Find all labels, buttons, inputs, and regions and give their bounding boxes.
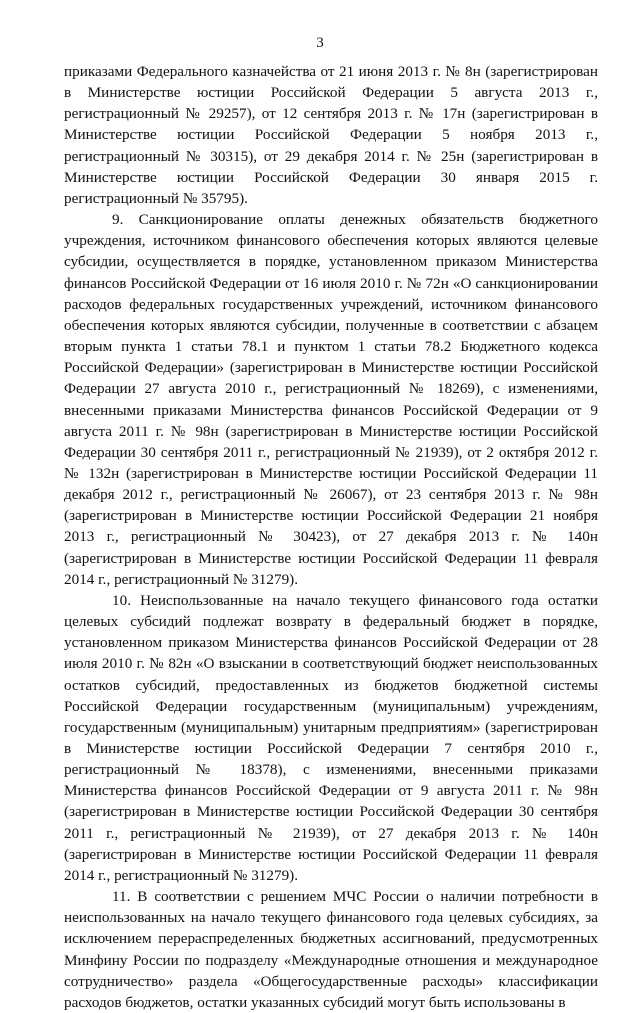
page-number: 3 bbox=[316, 35, 324, 51]
paragraph-10: 10. Неиспользованные на начало текущего финансового года остатки целевых субсидий подлежат возврату в федеральный бюджет в порядке, установленном приказом Министерства финансов Российской Федерации от 28 июля 2010 г. № 82н «О взыскании в соответствующий бюджет неиспользованных остатков субсидий, предоставленных из бюджетов бюджетной системы Российской Федерации государственным (муниципальным) учреждениям, государственным (муниципальным) унитарным предприятиям» (зарегистрирован в Министерстве юстиции Российской Федерации 7 сентября 2010 г., регистрационный № 18378), с изменениями, внесенными приказами Министерства финансов Российской Федерации от 9 августа 2011 г. № 98н (зарегистрирован в Министерстве юстиции Российской Федерации 30 сентября 2011 г., регистрационный № 21939), от 27 декабря 2013 г. № 140н (зарегистрирован в Министерстве юстиции Российской Федерации 11 февраля 2014 г., регистрационный № 31279). bbox=[64, 591, 598, 884]
paragraph-continuation: приказами Федерального казначейства от 21 июня 2013 г. № 8н (зарегистрирован в Министерстве юстиции Российской Федерации 5 августа 2013 г., регистрационный № 29257), от 12 сентября 2013 г. № 17н (зарегистрирован в Министерстве юстиции Российской Федерации 5 ноября 2013 г., регистрационный № 30315), от 29 декабря 2014 г. № 25н (зарегистрирован в Министерстве юстиции Российской Федерации 30 января 2015 г. регистрационный № 35795). bbox=[64, 63, 598, 207]
document-body bbox=[64, 61, 598, 1013]
paragraph-11: 11. В соответствии с решением МЧС России о наличии потребности в неиспользованных на начало текущего финансового года целевых субсидиях, за исключением перераспределенных бюджетных ассигнований, предусмотренных Минфину России по подразделу «Международные отношения и международное сотрудничество» раздела «Общегосударственные расходы» классификации расходов бюджетов, остатки указанных субсидий могут быть использованы в bbox=[64, 888, 598, 1011]
paragraph-9: 9. Санкционирование оплаты денежных обязательств бюджетного учреждения, источником финансового обеспечения которых являются целевые субсидии, осуществляется в порядке, установленном приказом Министерства финансов Российской Федерации от 16 июля 2010 г. № 72н «О санкционировании расходов федеральных государственных учреждений, источником финансового обеспечения которых являются субсидии, полученные в соответствии с абзацем вторым пункта 1 статьи 78.1 и пунктом 1 статьи 78.2 Бюджетного кодекса Российской Федерации» (зарегистрирован в Министерстве юстиции Российской Федерации 27 августа 2010 г., регистрационный № 18269), с изменениями, внесенными приказами Министерства финансов Российской Федерации от 9 августа 2011 г. № 98н (зарегистрирован в Министерстве юстиции Российской Федерации 30 сентября 2011 г., регистрационный № 21939), от 2 октября 2012 г. № 132н (зарегистрирован в Министерстве юстиции Российской Федерации 11 декабря 2012 г., регистрационный № 26067), от 23 сентября 2013 г. № 98н (зарегистрирован в Министерстве юстиции Российской Федерации 21 ноября 2013 г., регистрационный № 30423), от 27 декабря 2013 г. № 140н (зарегистрирован в Министерстве юстиции Российской Федерации 11 февраля 2014 г., регистрационный № 31279). bbox=[64, 211, 598, 588]
